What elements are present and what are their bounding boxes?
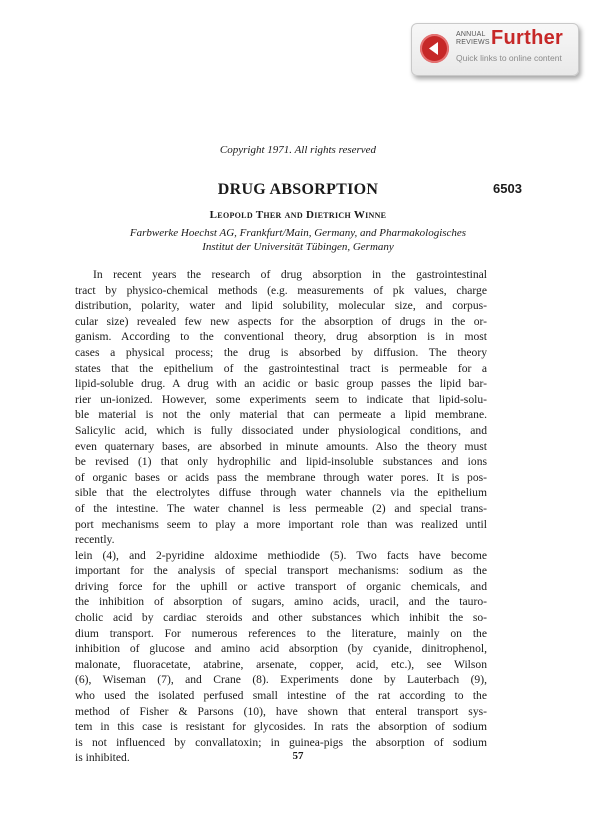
body-line: be revised (1) that only hydrophilic and lipid-insoluble substances and ions — [75, 455, 487, 469]
body-line: even quaternary bases, are absorbed in minute amounts. Also the theory must — [75, 439, 487, 453]
body-line: driving force for the uphill or active transport of organic chemicals, and — [75, 579, 487, 593]
body-line: lein (4), and 2-pyridine aldoxime methiodide (5). Two facts have become — [75, 548, 487, 562]
body-line: malonate, fluoracetate, atabrine, arsenate, copper, acid, etc.), see Wilson — [75, 657, 487, 671]
body-line: rier un-ionized. However, some experiments seem to indicate that lipid-solu- — [75, 392, 487, 406]
body-line: (6), Wiseman (7), and Crane (8). Experiments done by Lauterbach (9), — [75, 673, 487, 687]
affiliation-line: Farbwerke Hoechst AG, Frankfurt/Main, Germany, and Pharmakologisches — [129, 227, 467, 239]
body-line: cular size) revealed few new aspects for the absorption of drugs in the or- — [75, 314, 487, 328]
body-line: port mechanisms seem to play a more important role than was realized until — [75, 517, 487, 531]
article-title: DRUG ABSORPTION — [217, 181, 379, 198]
body-line: who used the isolated perfused small intestine of the rat according to the — [75, 689, 487, 703]
body-line: ble material is not the only material that can permeate a lipid membrane. — [75, 408, 487, 422]
article-authors: Leopold Ther and Dietrich Winne — [209, 209, 387, 221]
body-line: tract by physico-chemical methods (e.g. measurements of pk values, charge — [75, 283, 487, 297]
body-line: distribution, polarity, water and lipid solubility, molecular size, and corpus- — [75, 299, 487, 313]
affiliation-line: Institut der Universität Tübingen, Germany — [202, 241, 394, 253]
body-line: inhibition of glucose and amino acid absorption (by cyanide, dinitrophenol, — [75, 642, 487, 656]
badge-brand — [456, 31, 490, 47]
author-affiliation — [0, 226, 596, 254]
body-line: of the intestine. The water channel is less permeable (2) and special trans- — [75, 501, 487, 515]
body-line: method of Fisher & Parsons (10), have shown that enteral transport sys- — [75, 704, 487, 718]
annual-reviews-further-badge[interactable] — [411, 23, 579, 76]
body-line: dium transport. For numerous references to the literature, mainly on the — [75, 626, 487, 640]
body-line: cases a physical process; the drug is absorbed by diffusion. The theory — [75, 345, 487, 359]
copyright-notice: Copyright 1971. All rights reserved — [219, 144, 377, 156]
body-line: the inhibition of absorption of sugars, amino acids, uracil, and the tauro- — [75, 595, 487, 609]
back-arrow-icon — [420, 34, 449, 63]
body-line: is inhibited. — [75, 751, 130, 765]
body-line: recently. — [75, 533, 115, 547]
body-line: lipid-soluble drug. A drug with an acidic or basic group passes the lipid bar- — [75, 377, 487, 391]
body-line: In recent years the research of drug absorption in the gastrointestinal — [93, 268, 487, 281]
body-line: tem in this case is resistant for glycosides. In rats the absorption of sodium — [75, 720, 487, 734]
body-line: of organic bases or acids pass the membrane through water pores. It is pos- — [75, 470, 487, 484]
body-line: is not influenced by convallatoxin; in guinea-pigs the absorption of sodium — [75, 735, 487, 749]
body-line: states that the epithelium of the gastrointestinal tract is permeable for a — [75, 361, 487, 375]
body-line: cholic acid by cardiac steroids and other substances which inhibit the so- — [75, 611, 487, 625]
badge-title: Further — [491, 27, 564, 49]
page-number: 57 — [292, 750, 304, 762]
body-line: sible that the electrolytes diffuse through water channels via the epithelium — [75, 486, 487, 500]
badge-brand-line1: ANNUAL — [456, 31, 486, 38]
badge-subtitle: Quick links to online content — [456, 53, 562, 63]
body-line: Salicylic acid, which is fully dissociated under physiological conditions, and — [75, 423, 487, 437]
body-line: important for the analysis of special transport mechanisms: sodium as the — [75, 564, 487, 578]
article-body — [75, 267, 487, 766]
article-code: 6503 — [493, 181, 522, 196]
body-line: ganism. According to the conventional theory, drug absorption is in most — [75, 330, 487, 344]
badge-brand-line2: REVIEWS — [456, 39, 490, 46]
